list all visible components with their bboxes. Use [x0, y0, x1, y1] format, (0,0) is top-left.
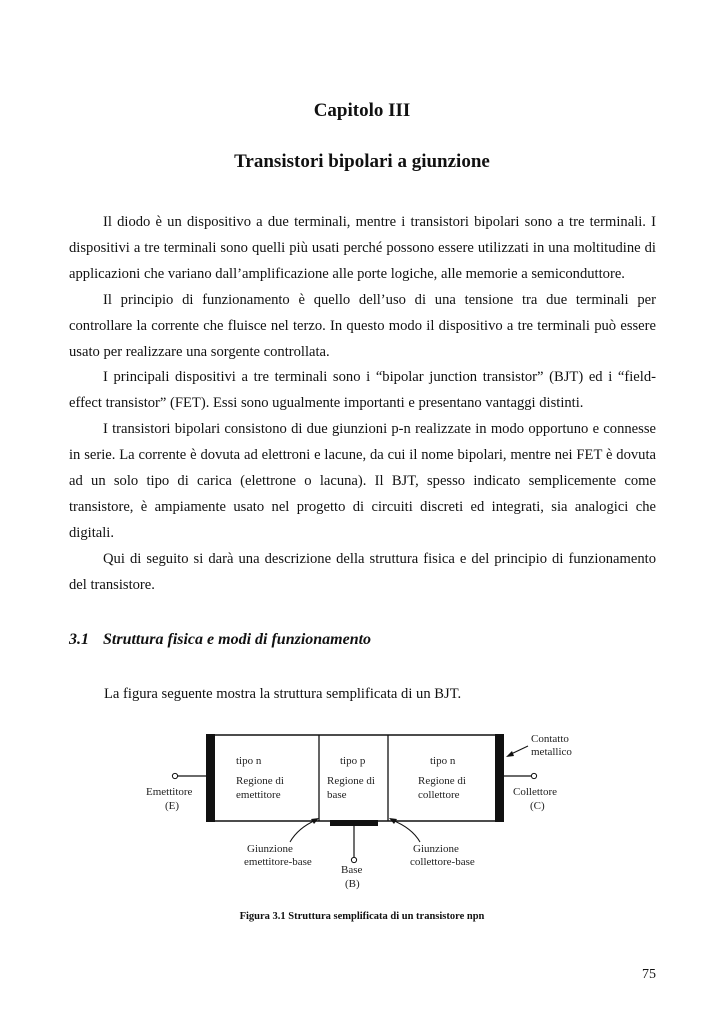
- emitter-base-pointer: [290, 820, 316, 842]
- paragraph: Qui di seguito si darà una descrizione della struttura fisica e del principio di funzionamento del transistore.: [69, 550, 656, 593]
- figure-caption: Figura 3.1 Struttura semplificata di un transistore npn: [239, 911, 485, 922]
- emitter-symbol: (E): [165, 800, 180, 812]
- collector-contact: [495, 734, 504, 822]
- body-text: [69, 210, 656, 599]
- section-number: 3.1: [69, 631, 89, 648]
- region-type-label: tipo n: [430, 755, 456, 767]
- collector-base-pointer: [392, 820, 420, 842]
- junction-label: collettore-base: [410, 856, 475, 868]
- base-symbol: (B): [345, 878, 360, 890]
- bjt-diagram: [140, 724, 600, 894]
- bjt-structure-figure: [140, 724, 600, 894]
- collector-label: Collettore: [513, 786, 557, 798]
- paragraph: I principali dispositivi a tre terminali sono i “bipolar junction transistor” (BJT) ed i “field-effect transistor” (FET). Essi sono ugualmente importanti e presentano vantaggi distinti.: [69, 369, 656, 412]
- region-type-label: tipo n: [236, 755, 262, 767]
- section-heading: [69, 631, 371, 649]
- page-number: 75: [642, 967, 656, 982]
- collector-symbol: (C): [530, 800, 545, 812]
- section-title: Struttura fisica e modi di funzionamento: [103, 631, 372, 648]
- figure-intro: La figura seguente mostra la struttura semplificata di un BJT.: [104, 686, 462, 702]
- junction-label: emettitore-base: [244, 856, 312, 868]
- region-name-label: Regione di: [327, 775, 375, 787]
- base-terminal-icon: [351, 857, 356, 862]
- arrow-head-icon: [506, 751, 514, 757]
- region-type-label: tipo p: [340, 755, 366, 767]
- chapter-heading: Capitolo III: [313, 100, 411, 121]
- junction-label: Giunzione: [413, 843, 459, 855]
- collector-terminal-icon: [531, 773, 536, 778]
- base-contact: [330, 820, 378, 826]
- paragraph: Il principio di funzionamento è quello dell’uso di una tensione tra due terminali per controllare la corrente che fluisce nel terzo. In questo modo il dispositivo a tre terminali può essere usato per realizzare una sorgente controllata.: [69, 291, 656, 360]
- base-label: Base: [341, 864, 363, 876]
- region-name-label: emettitore: [236, 789, 281, 801]
- contact-label: Contatto: [531, 733, 569, 745]
- paragraph: I transistori bipolari consistono di due giunzioni p-n realizzate in modo opportuno e connesse in serie. La corrente è dovuta ad elettroni e lacune, da cui il nome bipolari, mentre nei FET è dovuta ad un solo tipo di carica (elettrone o lacuna). Il BJT, spesso indicato semplicemente come transistore, è ampiamente usato nel progetto di circuiti discreti ed integrati, sia analogici che digitali.: [69, 421, 656, 541]
- junction-label: Giunzione: [247, 843, 293, 855]
- region-name-label: base: [327, 789, 347, 801]
- region-name-label: Regione di: [236, 775, 284, 787]
- region-name-label: Regione di: [418, 775, 466, 787]
- paragraph: Il diodo è un dispositivo a due terminali, mentre i transistori bipolari sono a tre terminali. I dispositivi a tre terminali sono quelli più usati perché possono essere utilizzati in una moltitudine di applicazioni che variano dall’amplificazione alle porte logiche, alle memorie a semiconduttore.: [69, 214, 656, 282]
- emitter-label: Emettitore: [146, 786, 193, 798]
- emitter-contact: [206, 734, 215, 822]
- emitter-terminal-icon: [172, 773, 177, 778]
- chapter-title: Transistori bipolari a giunzione: [234, 151, 490, 172]
- contact-label: metallico: [531, 746, 572, 758]
- region-name-label: collettore: [418, 789, 460, 801]
